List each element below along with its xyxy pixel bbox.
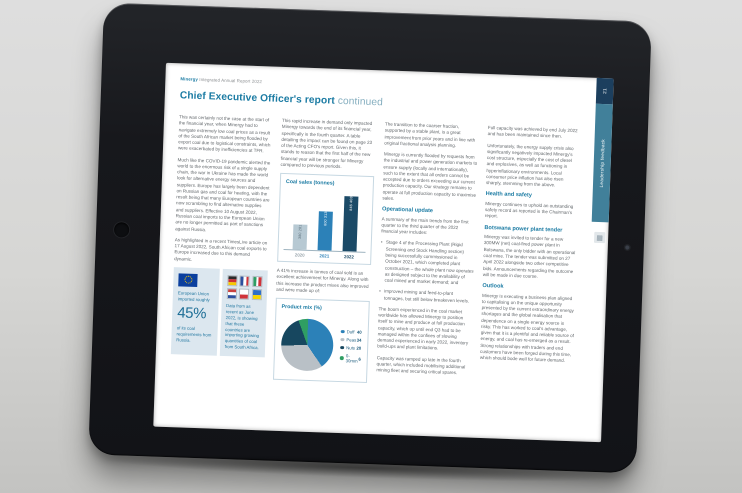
legend-label: 0-30mm	[345, 353, 358, 364]
netherlands-flag-icon	[226, 288, 237, 299]
side-rail	[584, 78, 614, 442]
legend-value: 34	[356, 337, 362, 343]
ukraine-flag-icon	[252, 289, 263, 300]
paragraph: As highlighted in a recent TimesLive article on 17 August 2022, South African coal exports to Europe increased due to this demand dynamic.	[174, 236, 268, 262]
bar-x-label: 2021	[319, 253, 330, 259]
paragraph: Full capacity was achieved by end July 2022 and has been maintained since then.	[487, 125, 578, 139]
paragraph: Much like the COVID-19 pandemic alerted the world to the enormous risk of a single supply chain, the war in Ukraine has made the world look for alternative energy sources and suppliers. Europe has largely been dependent on Russian gas and coal for heating, with the result being that many European countries are now scrambling to find alternative supplies and suppliers. Effective 10 August 2022, Russian coal imports to the European Union are no longer permitted as part of sanctions against Russia.	[175, 156, 271, 232]
column-1	[170, 114, 273, 385]
paragraph: A summary of the main trends from the first quarter to the third quarter of the 2022 financial year includes:	[381, 216, 469, 236]
paragraph: This rapid increase in demand only impacted Minergy towards the end of its financial year, specifically in the fourth quarter. A table detailing the impact can be found on page 23 of the Acting CFO's report. Given this, it stands to reason that the first half of the new financial year will be stronger for Minergy compared to previous periods.	[280, 117, 373, 169]
page-title-suffix: continued	[337, 95, 384, 109]
legend-swatch	[340, 356, 344, 360]
section-heading: Health and safety	[485, 191, 532, 200]
column-2	[273, 118, 376, 389]
legend-label: Peas	[346, 337, 357, 343]
page-number-badge: 21	[596, 78, 614, 105]
paragraph: A 41% increase in tonnes of coal sold is an excellent achievement for Minergy. Along with this increase the product mixes also improved and were made up of:	[276, 267, 369, 294]
section-heading: Outlook	[482, 283, 504, 290]
legend-label: Nuts	[346, 345, 356, 351]
section-heading: Botswana power plant tender	[484, 224, 563, 234]
paragraph: Minergy was invited to tender for a new 300MW (net) coal-fired power plant in Botswana, the only bidder with an operational coal mine. The tender was submitted on 27 April 2022 alongside two other competitive bids. Announcements regarding the outcome will be made in due course.	[482, 234, 576, 279]
column-3	[376, 121, 479, 392]
report-page	[153, 63, 613, 442]
paragraph: Minergy is currently flooded by requests from the industrial and power generation markets to ensure supply (locally and internationally), such to the extent that all orders cannot be accepted due to orders exceeding our current production capacity. Our strategy remains to operate at full production capacity to maximise sales.	[382, 151, 478, 201]
italy-flag-icon	[252, 276, 263, 287]
poland-flag-icon	[239, 289, 250, 300]
paragraph: Unfortunately, the energy supply crisis also significantly negatively impacted Minergy's cost structure, especially the cost of diesel and explosives, as well as functioning in hyperinflationary environments. Local consumer price inflation has also risen sharply, stemming from the above.	[485, 142, 574, 188]
flags-caption: Data from as recent as June 2022, is showing that these countries are importing growing quantities of coal from South Africa.	[224, 303, 260, 351]
legend-swatch	[340, 346, 344, 350]
section-heading: Operational update	[381, 206, 434, 215]
legend-value: 40	[356, 329, 362, 335]
product-mix-pie-chart	[273, 298, 370, 383]
legend-item	[340, 353, 361, 364]
paragraph: Minergy continues to uphold an outstanding safety record as reported in the Chairman's report.	[484, 200, 574, 219]
pie-legend	[340, 329, 362, 364]
legend-value: 6	[358, 356, 361, 362]
legend-swatch	[340, 338, 344, 342]
paragraph: This was certainly not the case at the start of the financial year, when Minergy had to navigate extremely low coal prices as a result of the South African market being flooded by export coal due to logistical constraints, which were exacerbated by inefficiencies at TFR.	[177, 114, 271, 154]
bullet-list	[379, 240, 475, 305]
germany-flag-icon	[227, 275, 238, 286]
legend-item	[340, 345, 361, 351]
eu-caption-bottom: of its coal requirements from Russia.	[176, 325, 212, 343]
eu-caption-top: European Union imported roughly	[177, 290, 210, 303]
bar-2021: 600 313	[318, 211, 333, 251]
bar-2022: 846 408	[342, 196, 358, 252]
bar-x-label: 2020	[294, 252, 305, 258]
coal-sales-bar-chart	[277, 173, 374, 265]
paragraph: Minergy is executing a business plan aligned to capitalising on the unique opportunity presented by the current extraordinary energy shortages and the global realisation that dependence on a single energy source is risky. This has worked to coal's advantage, given that it is a plentiful and reliable source of energy, and coal has re-emerged as a result. Strong relationships with traders and end customers have been forged during this time, which should bode well for future demand.	[479, 292, 575, 364]
paragraph: Capacity was ramped up late in the fourth quarter, which included mobilising additional mining fleet and securing critical spares.	[376, 355, 466, 376]
section-tab-leadership-feedback[interactable]: Leadership feedback	[592, 104, 613, 223]
bar-2020: 380 281	[293, 225, 308, 250]
bar-chart-title: Coal sales (tonnes)	[285, 179, 335, 187]
flags-panel	[219, 269, 268, 357]
eu-panel	[171, 267, 220, 355]
paragraph: The boom experienced in the coal market worldwide has allowed Minergy to position itself to mine and produce at full production capacity, which up until end Q3 had to be managed within the confines of slowing demand experienced in early 2022, inventory build-ups and plant limitations.	[377, 306, 469, 351]
legend-item	[341, 329, 362, 335]
eu-flag-icon	[178, 273, 197, 287]
legend-label: Duff	[346, 329, 355, 335]
legend-item	[340, 337, 361, 343]
paragraph: The transition to the coarser fraction, supported by a stable plant, is a great improvement from prior years and in line with original fractional analysis planning.	[384, 121, 476, 148]
page-title: Chief Executive Officer's report continued	[179, 90, 384, 109]
pie-chart-title: Product mix (%)	[281, 304, 322, 312]
tablet-device	[88, 3, 651, 474]
legend-value: 20	[356, 345, 362, 351]
grid-icon[interactable]: ▦	[594, 232, 605, 243]
eu-import-stat: 45%	[176, 304, 207, 323]
column-4	[479, 125, 582, 396]
bullet-item: • improved mining and feed-to-plant tonnages, but still below breakeven levels.	[379, 289, 473, 305]
report-name: Integrated Annual Report 2022	[199, 76, 263, 85]
brand-name: Minergy	[180, 76, 199, 82]
bar-x-label: 2022	[343, 254, 354, 260]
country-flags	[226, 275, 262, 301]
camera-icon	[625, 245, 630, 250]
home-button[interactable]	[114, 222, 130, 238]
pie-graphic	[280, 318, 334, 372]
bullet-item: • Stage 4 of the Processing Plant (Rigid Screening and Stock Handling section) being successfully commissioned in October 2021, which completed plant construction – the whole plant now operates as designed subject to the availability of coal mined and market demand; and	[379, 240, 474, 287]
legend-swatch	[341, 330, 345, 334]
france-flag-icon	[239, 275, 250, 286]
eu-import-infographic	[171, 267, 268, 357]
tablet-screen	[153, 63, 613, 442]
